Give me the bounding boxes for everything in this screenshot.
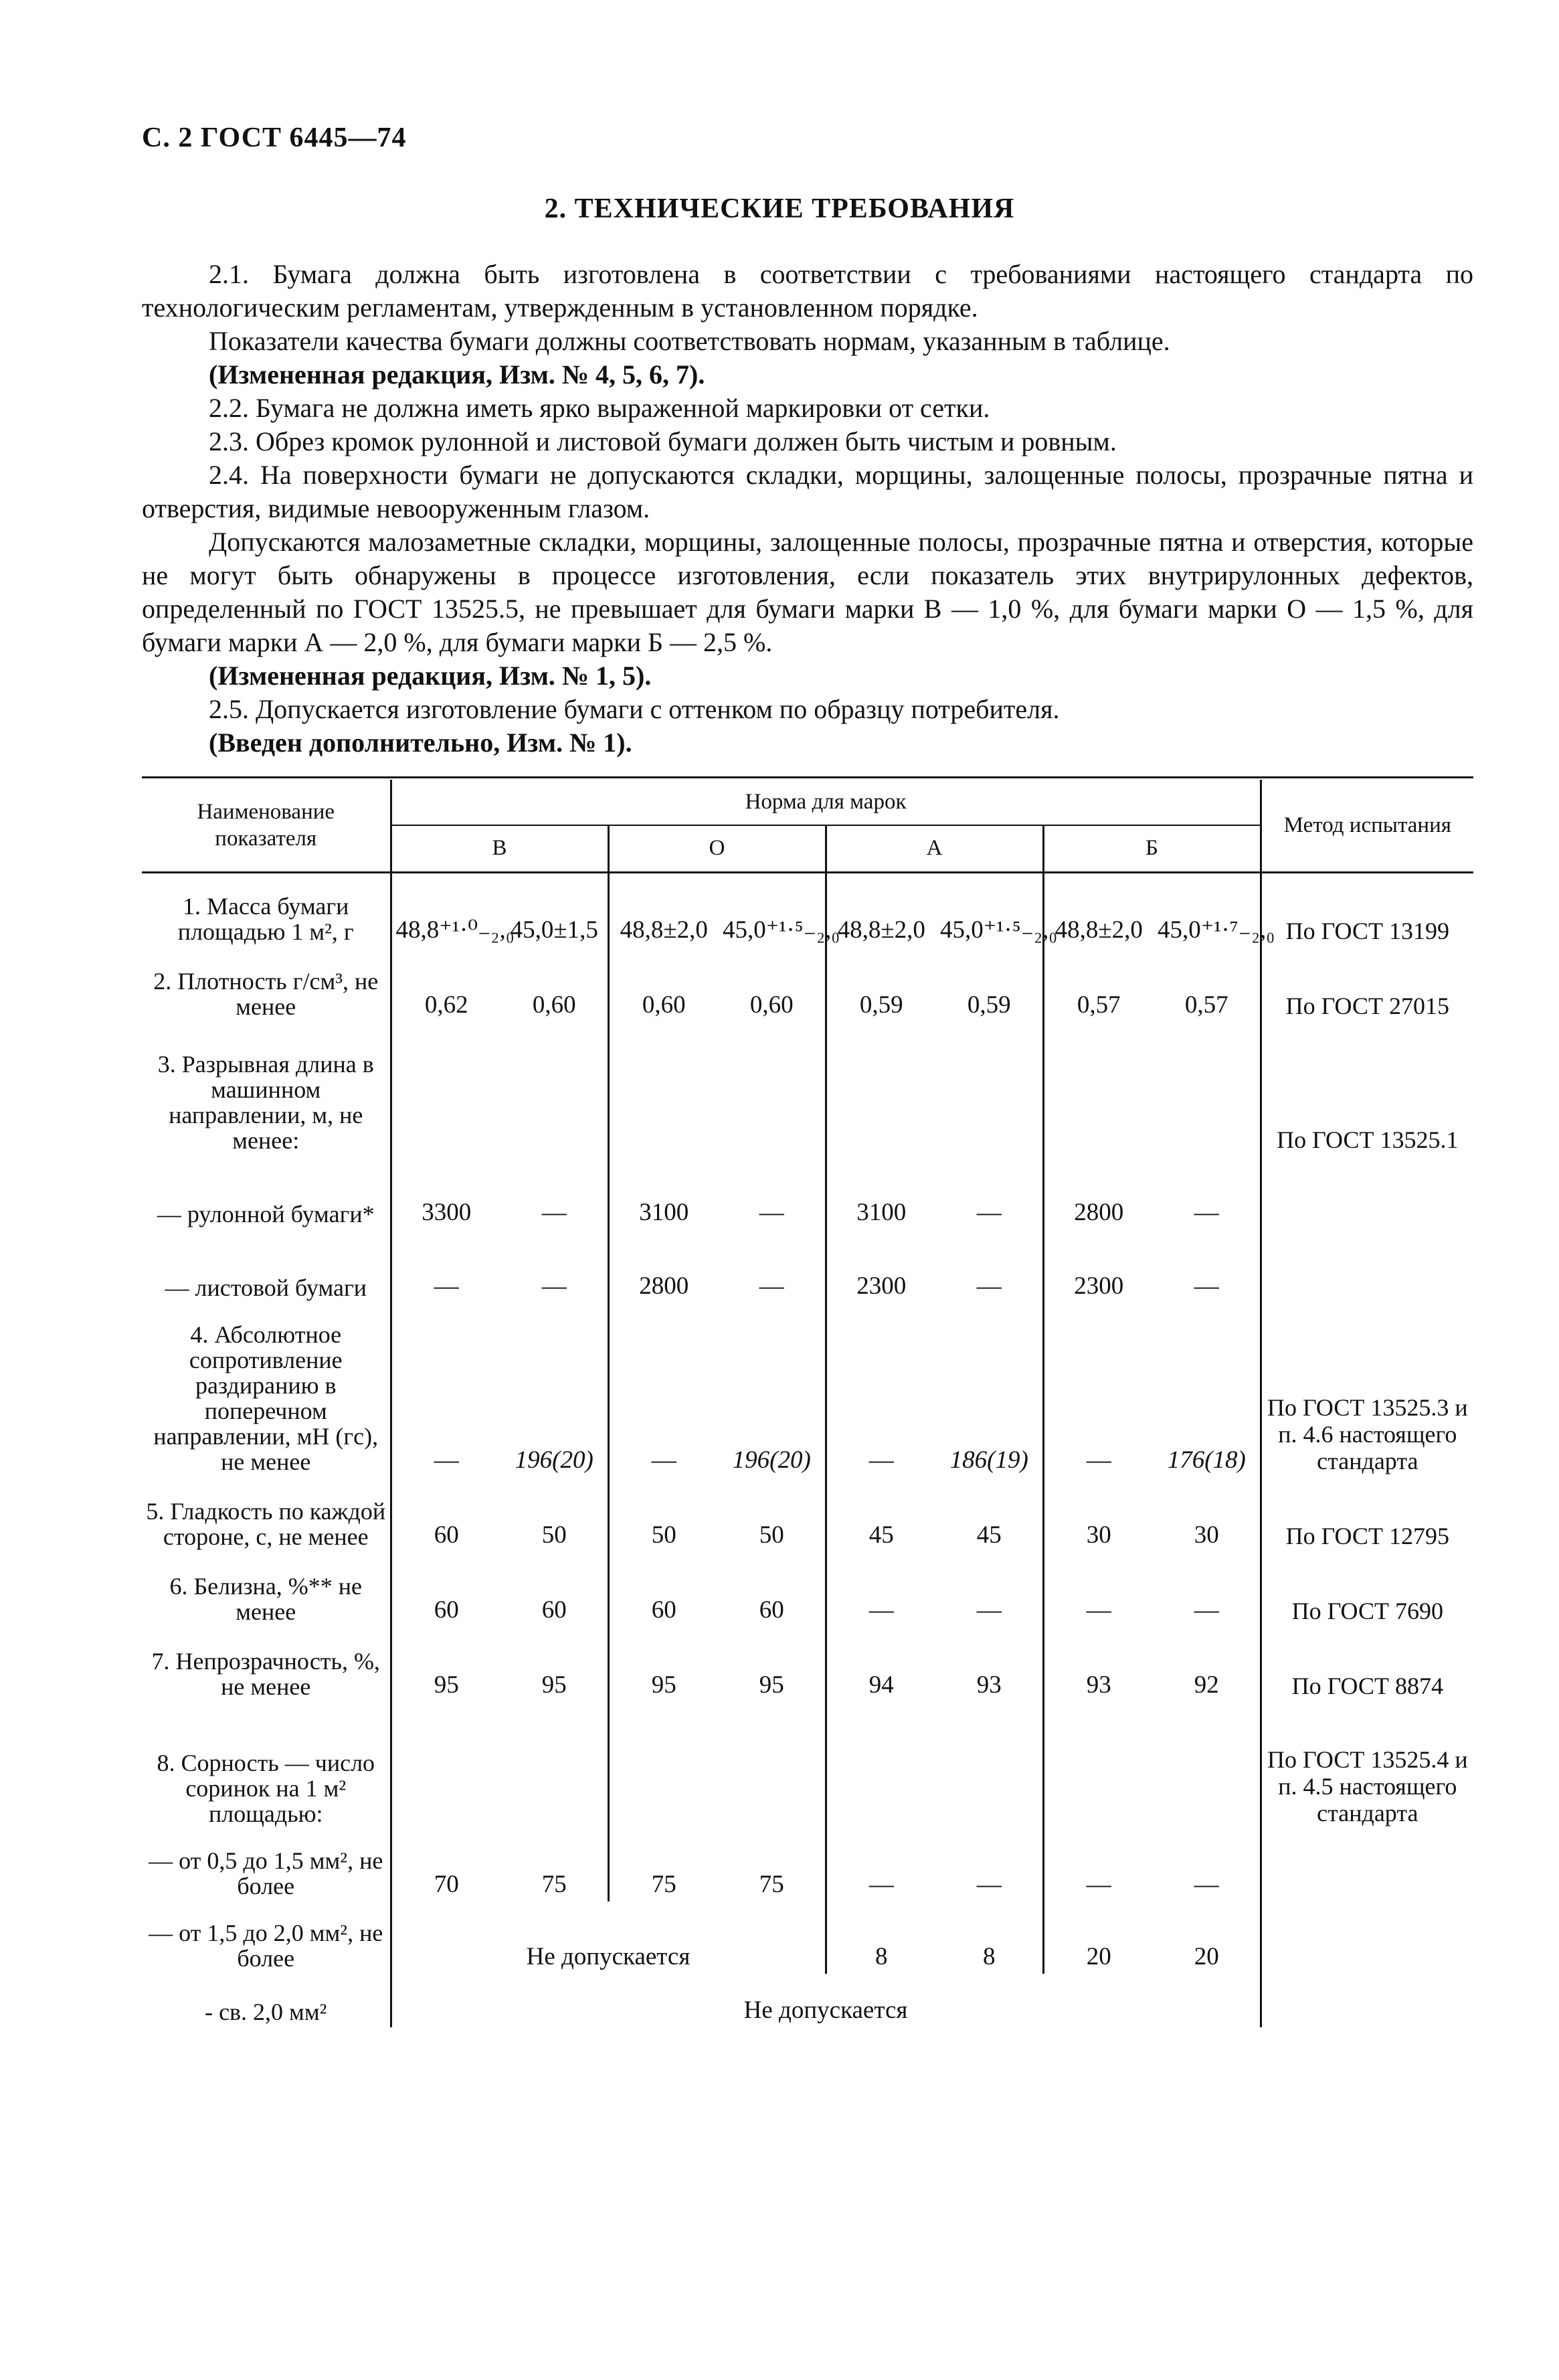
table-cell: 60 — [608, 1552, 719, 1627]
row-indicator-name: 4. Абсолютное сопротивление раздиранию в поперечном направлении, мН (гс), не менее — [153, 1321, 379, 1475]
table-cell — [826, 1702, 936, 1829]
row-method: По ГОСТ 7690 — [1261, 1552, 1473, 1627]
table-cell: 48,8⁺¹·⁰₋₂,₀ — [391, 872, 501, 947]
table-row — [142, 1229, 1473, 1303]
table-row — [142, 1477, 1473, 1552]
table-row — [142, 1022, 1473, 1156]
table-row — [142, 1702, 1473, 1829]
row-indicator-name: 2. Плотность г/см³, не менее — [153, 968, 379, 1020]
row-method — [1261, 1974, 1473, 2027]
row-method — [1261, 1229, 1473, 1303]
row-method: По ГОСТ 27015 — [1261, 947, 1473, 1022]
table-cell: — — [541, 1272, 567, 1300]
row-indicator-name: 1. Масса бумаги площадью 1 м², г — [177, 893, 354, 945]
table-cell: — — [826, 1552, 936, 1627]
table-cell: 48,8±2,0 — [608, 872, 719, 947]
amendment-note: (Измененная редакция, Изм. № 1, 5). — [209, 661, 652, 691]
table-cell: 48,8±2,0 — [826, 872, 936, 947]
row-indicator-name: 8. Сорность — число соринок на 1 м² площадью: — [157, 1750, 375, 1827]
table-cell: 75 — [608, 1829, 719, 1901]
table-cell: 2800 — [608, 1229, 719, 1303]
table-cell: 48,8±2,0 — [1043, 872, 1154, 947]
row-indicator-name: 6. Белизна, %** не менее — [169, 1573, 363, 1625]
table-row — [142, 1303, 1473, 1477]
table-cell — [1043, 1702, 1154, 1829]
span-note: Не допускается — [391, 1974, 1261, 2027]
table-cell: 60 — [759, 1596, 784, 1624]
row-method: По ГОСТ 8874 — [1261, 1627, 1473, 1702]
table-cell: 50 — [541, 1521, 567, 1549]
table-cell: 0,62 — [391, 947, 501, 1022]
col-header-method: Метод испытания — [1261, 780, 1473, 872]
table-cell: 95 — [541, 1671, 567, 1699]
table-cell: — — [1043, 1829, 1154, 1901]
grade-header-b: Б — [1043, 825, 1261, 872]
table-cell — [936, 1702, 1043, 1829]
table-cell: 45,0⁺¹·⁵₋₂,₀ — [723, 916, 840, 944]
table-cell — [501, 1702, 608, 1829]
table-cell: 95 — [608, 1627, 719, 1702]
table-cell: 20 — [1043, 1901, 1154, 1974]
table-cell: 0,59 — [826, 947, 936, 1022]
span-note: Не допускается — [391, 1901, 826, 1974]
table-cell: — — [1194, 1199, 1219, 1226]
table-cell: 3100 — [608, 1156, 719, 1229]
paragraph: 2.1. Бумага должна быть изготовлена в соответствии с требованиями настоящего стандарта по технологическим регламентам, утвержденным в установленном порядке. — [142, 259, 1473, 323]
paragraph: 2.2. Бумага не должна иметь ярко выраженной маркировки от сетки. — [209, 393, 990, 423]
table-cell: — — [1194, 1272, 1219, 1300]
table-cell: 3300 — [391, 1156, 501, 1229]
table-cell: 70 — [391, 1829, 501, 1901]
table-row — [142, 947, 1473, 1022]
table-cell: 20 — [1194, 1943, 1219, 1970]
grade-header-o: О — [608, 825, 826, 872]
table-cell — [1154, 1022, 1261, 1156]
table-cell: 60 — [541, 1596, 567, 1624]
table-cell: 45,0±1,5 — [510, 916, 598, 944]
amendment-note: (Введен дополнительно, Изм. № 1). — [209, 728, 632, 758]
table-cell: 45,0⁺¹·⁵₋₂,₀ — [940, 916, 1058, 944]
row-method — [1261, 1829, 1473, 1901]
row-indicator-name: — от 1,5 до 2,0 мм², не более — [149, 1920, 383, 1972]
table-cell: — — [1043, 1552, 1154, 1627]
table-cell: 45,0⁺¹·⁷₋₂,₀ — [1158, 916, 1275, 944]
row-method — [1261, 1901, 1473, 1974]
table-cell: 95 — [759, 1671, 784, 1699]
table-cell: — — [976, 1871, 1002, 1898]
col-header-norm: Норма для марок — [391, 780, 1261, 825]
paragraph: Показатели качества бумаги должны соответствовать нормам, указанным в таблице. — [209, 326, 1170, 356]
page-header: С. 2 ГОСТ 6445—74 — [142, 122, 407, 153]
table-cell: — — [976, 1596, 1002, 1624]
table-cell: 3100 — [826, 1156, 936, 1229]
table-cell: — — [976, 1199, 1002, 1226]
table-row — [142, 1974, 1473, 2027]
row-indicator-name: — листовой бумаги — [165, 1274, 367, 1301]
table-cell: 2300 — [826, 1229, 936, 1303]
grade-header-a: А — [826, 825, 1043, 872]
table-row — [142, 1627, 1473, 1702]
table-cell — [826, 1022, 936, 1156]
table-cell — [501, 1022, 608, 1156]
spec-table — [142, 780, 1473, 2027]
table-cell: — — [759, 1199, 784, 1226]
table-cell — [608, 1022, 719, 1156]
table-cell — [391, 1022, 501, 1156]
table-cell: — — [391, 1303, 501, 1477]
row-method: По ГОСТ 13525.1 — [1261, 1022, 1473, 1156]
table-cell — [391, 1702, 501, 1829]
table-cell: 50 — [608, 1477, 719, 1552]
table-cell: 196(20) — [515, 1446, 593, 1474]
body-text — [142, 258, 1473, 760]
table-cell: 92 — [1194, 1671, 1219, 1699]
table-cell: — — [759, 1272, 784, 1300]
table-cell: 94 — [826, 1627, 936, 1702]
paragraph: 2.4. На поверхности бумаги не допускаются складки, морщины, залощенные полосы, прозрачные пятна и отверстия, видимые невооруженным глазом. — [142, 460, 1473, 523]
row-method: По ГОСТ 13525.3 и п. 4.6 настоящего стандарта — [1261, 1303, 1473, 1477]
table-cell: 60 — [391, 1552, 501, 1627]
table-cell: — — [826, 1829, 936, 1901]
row-method: По ГОСТ 12795 — [1261, 1477, 1473, 1552]
row-method: По ГОСТ 13199 — [1261, 872, 1473, 947]
row-indicator-name: 3. Разрывная длина в машинном направлении, м, не менее: — [157, 1051, 374, 1154]
table-row — [142, 1156, 1473, 1229]
table-row — [142, 1552, 1473, 1627]
table-cell — [1043, 1022, 1154, 1156]
row-indicator-name: 5. Гладкость по каждой стороне, с, не менее — [146, 1498, 386, 1550]
row-indicator-name: 7. Непрозрачность, %, не менее — [151, 1648, 380, 1700]
table-cell: — — [391, 1229, 501, 1303]
table-cell: 45 — [826, 1477, 936, 1552]
table-cell: 0,57 — [1043, 947, 1154, 1022]
table-cell: 0,60 — [608, 947, 719, 1022]
table-row — [142, 1901, 1473, 1974]
table-cell: 30 — [1043, 1477, 1154, 1552]
grade-header-v: В — [391, 825, 608, 872]
table-cell: 2800 — [1043, 1156, 1154, 1229]
paragraph: 2.3. Обрез кромок рулонной и листовой бумаги должен быть чистым и ровным. — [209, 426, 1117, 456]
table-cell: 93 — [976, 1671, 1002, 1699]
section-title: 2. ТЕХНИЧЕСКИЕ ТРЕБОВАНИЯ — [544, 193, 1015, 224]
table-cell: — — [1194, 1871, 1219, 1898]
table-top-rule — [142, 776, 1473, 778]
table-row — [142, 872, 1473, 947]
table-cell: 75 — [541, 1871, 567, 1898]
table-cell: 8 — [826, 1901, 936, 1974]
table-cell: — — [608, 1303, 719, 1477]
table-cell: 2300 — [1043, 1229, 1154, 1303]
row-indicator-name: — рулонной бумаги* — [157, 1201, 375, 1227]
table-cell — [719, 1022, 826, 1156]
row-method: По ГОСТ 13525.4 и п. 4.5 настоящего стандарта — [1261, 1702, 1473, 1829]
table-cell: 176(18) — [1167, 1446, 1246, 1474]
table-cell: 93 — [1043, 1627, 1154, 1702]
table-cell: 50 — [759, 1521, 784, 1549]
table-cell — [936, 1022, 1043, 1156]
table-cell: 186(19) — [949, 1446, 1028, 1474]
col-header-name: Наименование показателя — [142, 780, 391, 872]
table-cell: 0,60 — [532, 991, 576, 1019]
table-cell: — — [1043, 1303, 1154, 1477]
table-cell: — — [541, 1199, 567, 1226]
table-cell: 60 — [391, 1477, 501, 1552]
row-indicator-name: - св. 2,0 мм² — [205, 1999, 327, 2025]
table-cell: 45 — [976, 1521, 1002, 1549]
table-row — [142, 1829, 1473, 1901]
table-cell: 0,59 — [967, 991, 1011, 1019]
table-cell: 30 — [1194, 1521, 1219, 1549]
paragraph: Допускаются малозаметные складки, морщины, залощенные полосы, прозрачные пятна и отверстия, которые не могут быть обнаружены в процессе изготовления, если показатель этих внутрирулонных дефектов, определенный по ГОСТ 13525.5, не превышает для бумаги марки В — 1,0 %, для бумаги марки О — 1,5 %, для бумаги марки А — 2,0 %, для бумаги марки Б — 2,5 %. — [142, 527, 1473, 657]
table-cell: — — [1194, 1596, 1219, 1624]
table-cell — [608, 1702, 719, 1829]
row-indicator-name: — от 0,5 до 1,5 мм², не более — [149, 1847, 383, 1899]
table-cell: — — [826, 1303, 936, 1477]
table-cell: 196(20) — [732, 1446, 811, 1474]
table-cell: — — [976, 1272, 1002, 1300]
table-cell — [719, 1702, 826, 1829]
table-cell: 0,60 — [749, 991, 794, 1019]
table-cell — [1154, 1702, 1261, 1829]
table-cell: 0,57 — [1184, 991, 1228, 1019]
row-method — [1261, 1156, 1473, 1229]
paragraph: 2.5. Допускается изготовление бумаги с оттенком по образцу потребителя. — [209, 694, 1060, 724]
table-cell: 8 — [983, 1943, 996, 1970]
table-cell: 95 — [391, 1627, 501, 1702]
table-cell: 75 — [759, 1871, 784, 1898]
amendment-note: (Измененная редакция, Изм. № 4, 5, 6, 7). — [209, 359, 705, 390]
